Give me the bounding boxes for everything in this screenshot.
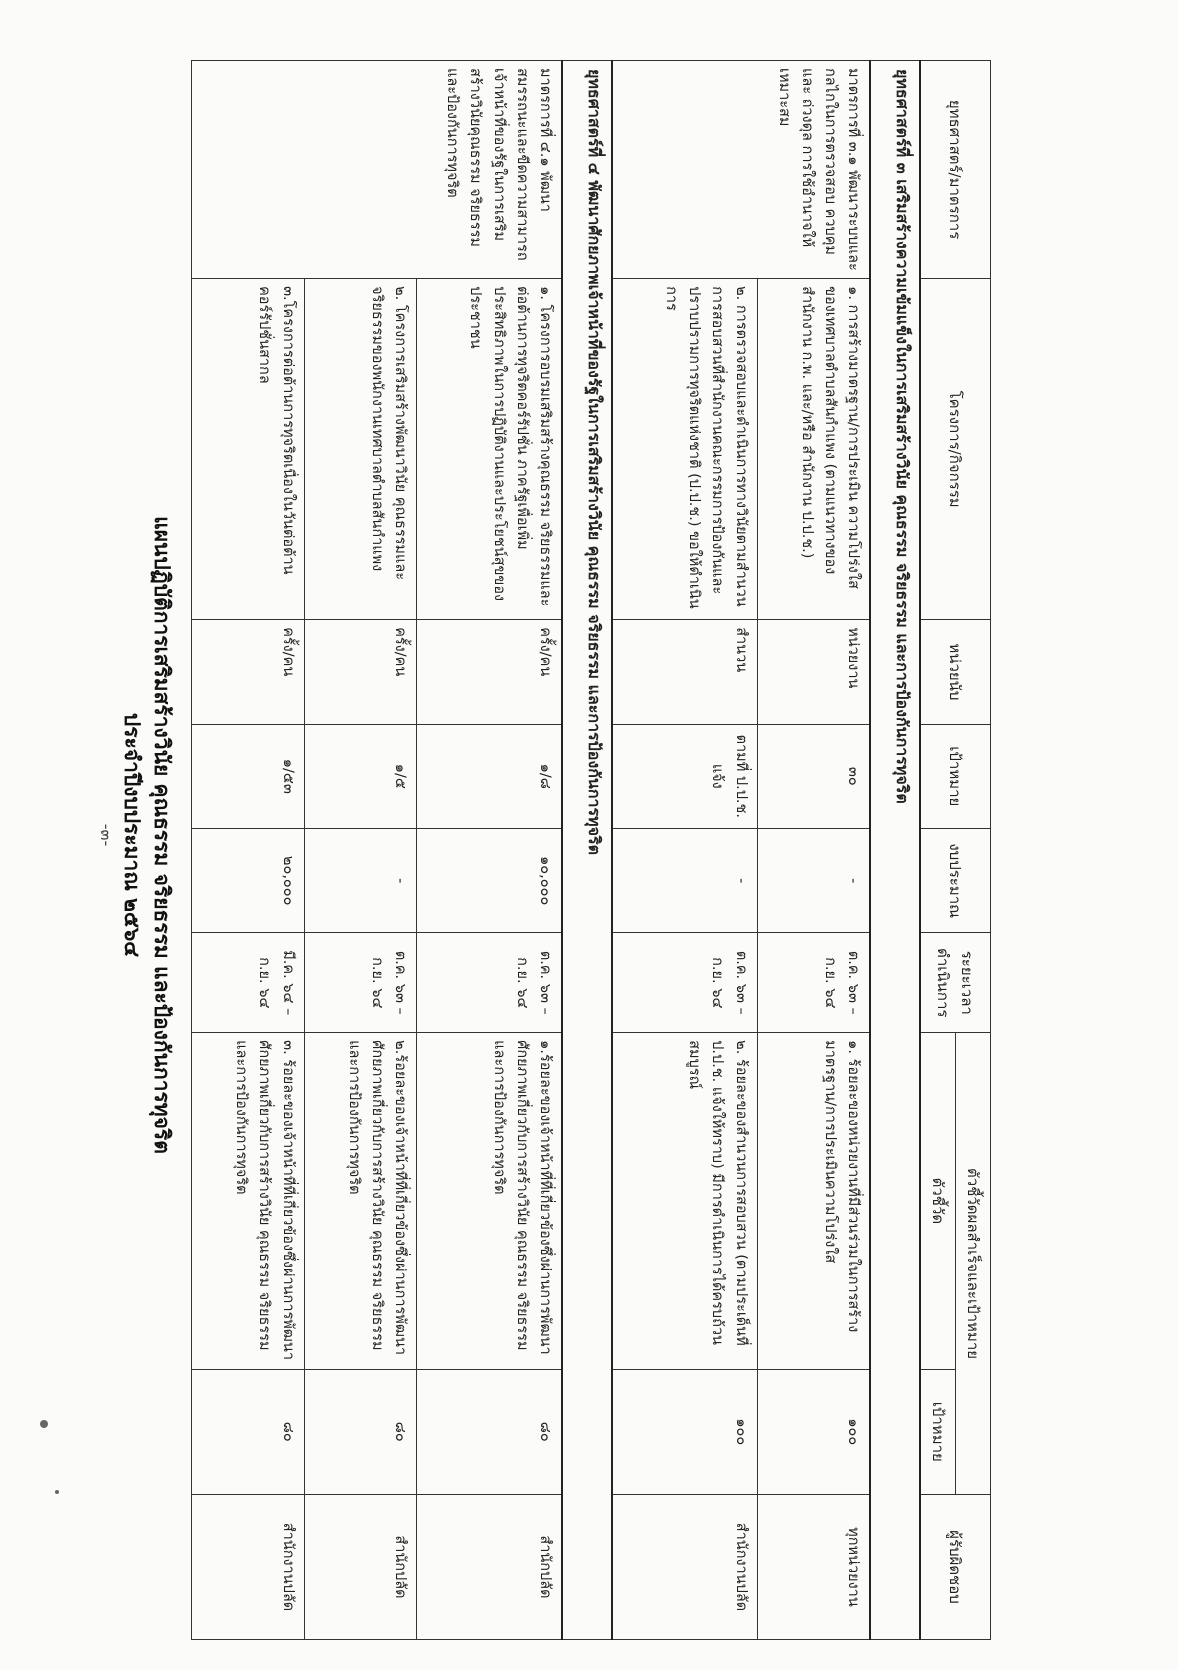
target-cell: ๑/๘ [416, 724, 562, 828]
responsible-cell: สำนักปลัด [304, 1494, 416, 1639]
indicator-target-cell: ๑๐๐ [757, 1369, 870, 1494]
indicator-cell: ๒. ร้อยละของสำนวนการสอบสวน (ตามประเด็นที่ ป.ป.ช. แจ้งให้ทราบ) มีการดำเนินการได้ครบถ้วนสมบูรณ์ [612, 1033, 758, 1369]
budget-cell: - [304, 829, 416, 933]
project-cell: ๒. การตรวจสอบและดำเนินการทางวินัยตามสำนวนการสอบสวนที่สำนักงานคณะกรรมการป้องกันและปราบปรามการทุจริตแห่งชาติ (ป.ป.ช.) ขอให้ดำเนินการ [612, 279, 758, 620]
table-row [416, 61, 562, 1640]
period-cell: ต.ค. ๖๓ – ก.ย. ๖๔ [612, 933, 758, 1033]
project-cell: ๑. การสร้างมาตรฐาน/การประเมิน ความโปร่งใสของเทศบาลตำบลสันกำแพง (ตามแนวทางของสำนักงาน ก.พ. และ/หรือ สำนักงาน ป.ป.ช.) [757, 279, 870, 620]
header-unit: หน่วยนับ [920, 620, 991, 724]
strategy4-title: ยุทธศาสตร์ที่ ๔ พัฒนาศักยภาพเจ้าหน้าที่ของรัฐในการเสริมสร้างวินัย คุณธรรม จริยธรรม และการป้องกันการทุจริต [562, 61, 612, 1640]
header-project: โครงการ/กิจกรรม [920, 279, 991, 620]
header-indicator-target: เป้าหมาย [920, 1369, 956, 1494]
action-plan-table [191, 60, 991, 1640]
responsible-cell: สำนักงานปลัด [192, 1494, 305, 1639]
budget-cell: - [612, 829, 758, 933]
strategy4-row [562, 61, 612, 1640]
indicator-target-cell: ๘๐ [192, 1369, 305, 1494]
responsible-cell: ทุกหน่วยงาน [757, 1494, 870, 1639]
target-cell: ตามที่ ป.ป.ช. แจ้ง [612, 724, 758, 828]
strategy3-row [870, 61, 920, 1640]
document-title: แผนปฏิบัติการเสริมสร้างวินัย คุณธรรม จริยธรรม และป้องกันการทุจริต [150, 516, 174, 1154]
indicator-cell: ๑.ร้อยละของเจ้าหน้าที่ที่เกี่ยวข้องซึ่งผ่านการพัฒนาศักยภาพเกี่ยวกับการสร้างวินัย คุณธรรม จริยธรรม และการป้องกันการทุจริต [416, 1033, 562, 1369]
header-target: เป้าหมาย [920, 724, 991, 828]
measure-4-1: มาตรการที่ ๔.๑ พัฒนาสมรรถนะและขีดความสามารถเจ้าหน้าที่ของรัฐในการเสริมสร้างวินัยคุณธรรม จริยธรรม และป้องกันการทุจริต [192, 61, 562, 279]
indicator-target-cell: ๑๐๐ [612, 1369, 758, 1494]
budget-cell: - [757, 829, 870, 933]
unit-cell: สำนวน [612, 620, 758, 724]
measure-3-1: มาตรการที่ ๓.๑ พัฒนาระบบและกลไกในการตรวจสอบ ควบคุม และ ถ่วงดุล การใช้อำนาจให้เหมาะสม [612, 61, 871, 279]
period-cell: ต.ค. ๖๓ – ก.ย. ๖๔ [757, 933, 870, 1033]
table-row [757, 61, 870, 1640]
period-cell: ต.ค. ๖๓ – ก.ย. ๖๔ [416, 933, 562, 1033]
responsible-cell: สำนักปลัด [416, 1494, 562, 1639]
responsible-cell: สำนักงานปลัด [612, 1494, 758, 1639]
header-row-1 [956, 61, 991, 1640]
unit-cell: ครั้ง/คน [416, 620, 562, 724]
unit-cell: ครั้ง/คน [304, 620, 416, 724]
header-indicator: ตัวชี้วัด [920, 1033, 956, 1369]
period-cell: ต.ค. ๖๓ – ก.ย. ๖๔ [304, 933, 416, 1033]
budget-cell: ๒๐,๐๐๐ [192, 829, 305, 933]
strategy3-title: ยุทธศาสตร์ที่ ๓ เสริมสร้างความเข้มแข็งในการเสริมสร้างวินัย คุณธรรม จริยธรรม และการป้องกันการทุจริต [870, 61, 920, 1640]
target-cell: ๑/๕๓ [192, 724, 305, 828]
document-subtitle: ประจำปีงบประมาณ ๒๕๖๔ [120, 712, 144, 958]
indicator-cell: ๒.ร้อยละของเจ้าหน้าที่ที่เกี่ยวข้องซึ่งผ่านการพัฒนาศักยภาพเกี่ยวกับการสร้างวินัย คุณธรรม จริยธรรม และการป้องกันการทุจริต [304, 1033, 416, 1369]
unit-cell: ครั้ง/คน [192, 620, 305, 724]
header-indicators-group: ตัวชี้วัดผลสำเร็จและเป้าหมาย [956, 1033, 991, 1495]
indicator-cell: ๑. ร้อยละของหน่วยงานที่มีส่วนร่วมในการสร้างมาตรฐาน/การประเมินความโปร่งใส [757, 1033, 870, 1369]
period-cell: มี.ค. ๖๔ – ก.ย. ๖๔ [192, 933, 305, 1033]
header-period: ระยะเวลาดำเนินการ [920, 933, 991, 1033]
target-cell: ๓๐ [757, 724, 870, 828]
page-number: -๓- [97, 823, 116, 847]
indicator-cell: ๓. ร้อยละของเจ้าหน้าที่ที่เกี่ยวข้องซึ่งผ่านการพัฒนาศักยภาพเกี่ยวกับการสร้างวินัย คุณธรรม จริยธรรม และการป้องกันการทุจริต [192, 1033, 305, 1369]
table-row [304, 61, 416, 1640]
table-row [612, 61, 758, 1640]
project-cell: ๓.โครงการต่อต้านการทุจริตเนื่องในวันต่อต้านคอร์รัปชั่นสากล [192, 279, 305, 620]
indicator-target-cell: ๘๐ [304, 1369, 416, 1494]
unit-cell: หน่วยงาน [757, 620, 870, 724]
header-budget: งบประมาณ [920, 829, 991, 933]
indicator-target-cell: ๘๐ [416, 1369, 562, 1494]
header-strategy: ยุทธศาสตร์/มาตรการ [920, 61, 991, 279]
table-row [192, 61, 305, 1640]
target-cell: ๑/๕ [304, 724, 416, 828]
budget-cell: ๑๐,๐๐๐ [416, 829, 562, 933]
project-cell: ๑. โครงการอบรมเสริมสร้างคุณธรรม จริยธรรมและต่อต้านการทุจริตคอร์รัปชั่น ภาครัฐเพื่อเพิ่มประสิทธิภาพในการปฏิบัติงานและประโยชน์สุขของประชาชน [416, 279, 562, 620]
project-cell: ๒. โครงการเสริมสร้างพัฒนาวินัย คุณธรรมและจริยธรรมของพนักงานเทศบาลตำบลสันกำแพง [304, 279, 416, 620]
header-responsible: ผู้รับผิดชอบ [920, 1494, 991, 1639]
